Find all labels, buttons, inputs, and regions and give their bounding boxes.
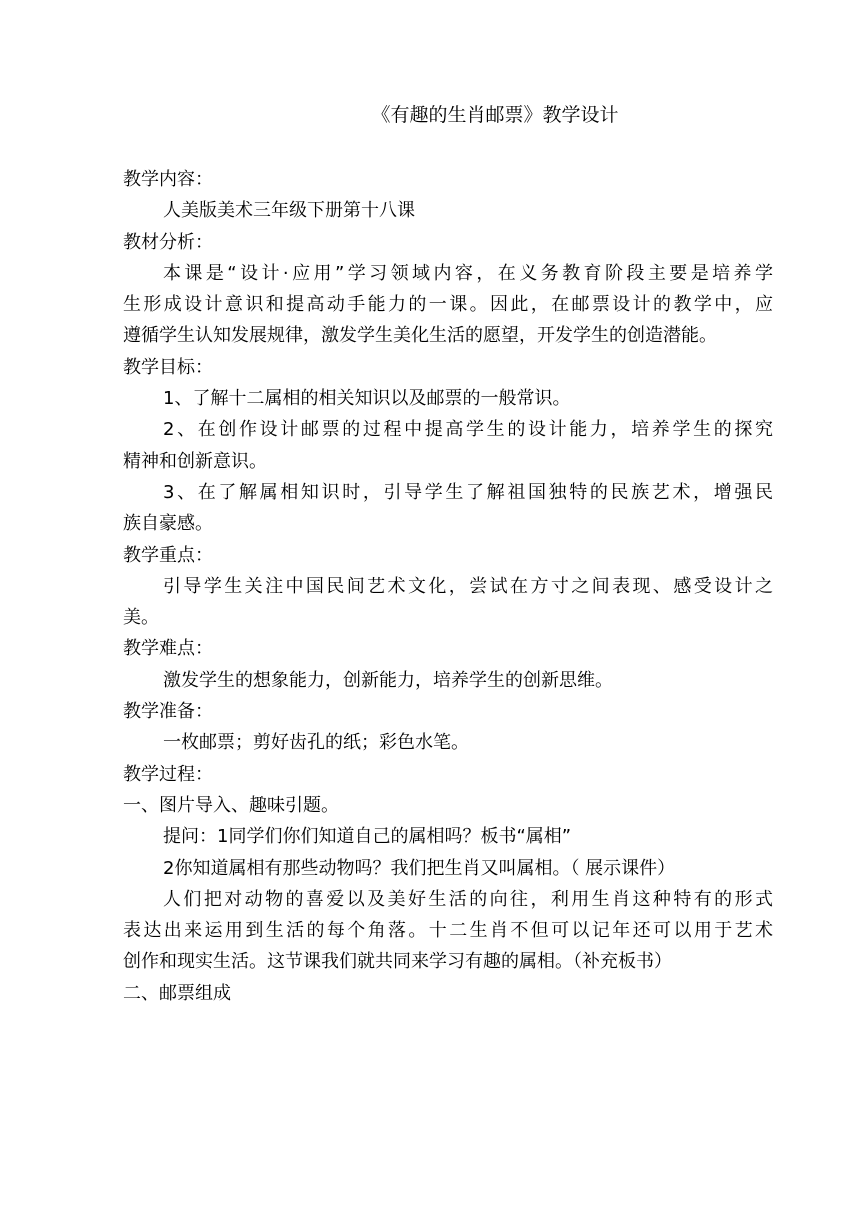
section-heading-content: 教学内容：: [123, 169, 213, 190]
paragraph-line: 本课是“设计·应用”学习领域内容，在义务教育阶段主要是培养学: [163, 262, 773, 284]
paragraph-line: 遵循学生认知发展规律，激发学生美化生活的愿望，开发学生的创造潜能。: [123, 325, 717, 347]
paragraph-line: 表达出来运用到生活的每个角落。十二生肖不但可以记年还可以用于艺术: [123, 920, 773, 942]
paragraph-line: 创作和现实生活。这节课我们就共同来学习有趣的属相。（补充板书）: [123, 951, 672, 973]
subsection-heading: 一、图片导入、趣味引题。: [123, 794, 339, 816]
paragraph-line: 精神和创新意识。: [123, 450, 267, 472]
document-body: [123, 164, 773, 1009]
section-heading-process: 教学过程：: [123, 763, 213, 785]
document-title: 《有趣的生肖邮票》教学设计: [371, 104, 619, 126]
section-heading-goals: 教学目标：: [123, 356, 213, 378]
paragraph-line: 一枚邮票；剪好齿孔的纸；彩色水笔。: [163, 732, 469, 754]
paragraph-line: 激发学生的想象能力，创新能力，培养学生的创新思维。: [163, 669, 613, 691]
subsection-heading: 二、邮票组成: [123, 982, 231, 1004]
paragraph-line: 提问：1同学们你们知道自己的属相吗？板书“属相”: [163, 826, 572, 848]
paragraph-line: 引导学生关注中国民间艺术文化，尝试在方寸之间表现、感受设计之: [163, 575, 773, 597]
section-heading-key-points: 教学重点：: [123, 544, 213, 566]
paragraph-line: 3、在了解属相知识时，引导学生了解祖国独特的民族艺术，增强民: [163, 481, 773, 503]
paragraph-line: 1、了解十二属相的相关知识以及邮票的一般常识。: [163, 388, 571, 410]
section-heading-analysis: 教材分析：: [123, 231, 213, 253]
paragraph-line: 生形成设计意识和提高动手能力的一课。因此，在邮票设计的教学中，应: [123, 294, 773, 316]
section-heading-preparation: 教学准备：: [123, 701, 213, 723]
paragraph-line: 人美版美术三年级下册第十八课: [163, 200, 415, 222]
paragraph-line: 2、在创作设计邮票的过程中提高学生的设计能力，培养学生的探究: [163, 419, 773, 441]
section-heading-difficulties: 教学难点：: [123, 638, 213, 660]
paragraph-line: 美。: [123, 607, 159, 629]
paragraph-line: 族自豪感。: [123, 513, 213, 535]
paragraph-line: 人们把对动物的喜爱以及美好生活的向往，利用生肖这种特有的形式: [163, 888, 773, 910]
paragraph-line: 2你知道属相有那些动物吗？我们把生肖又叫属相。（ 展示课件）: [163, 857, 676, 879]
